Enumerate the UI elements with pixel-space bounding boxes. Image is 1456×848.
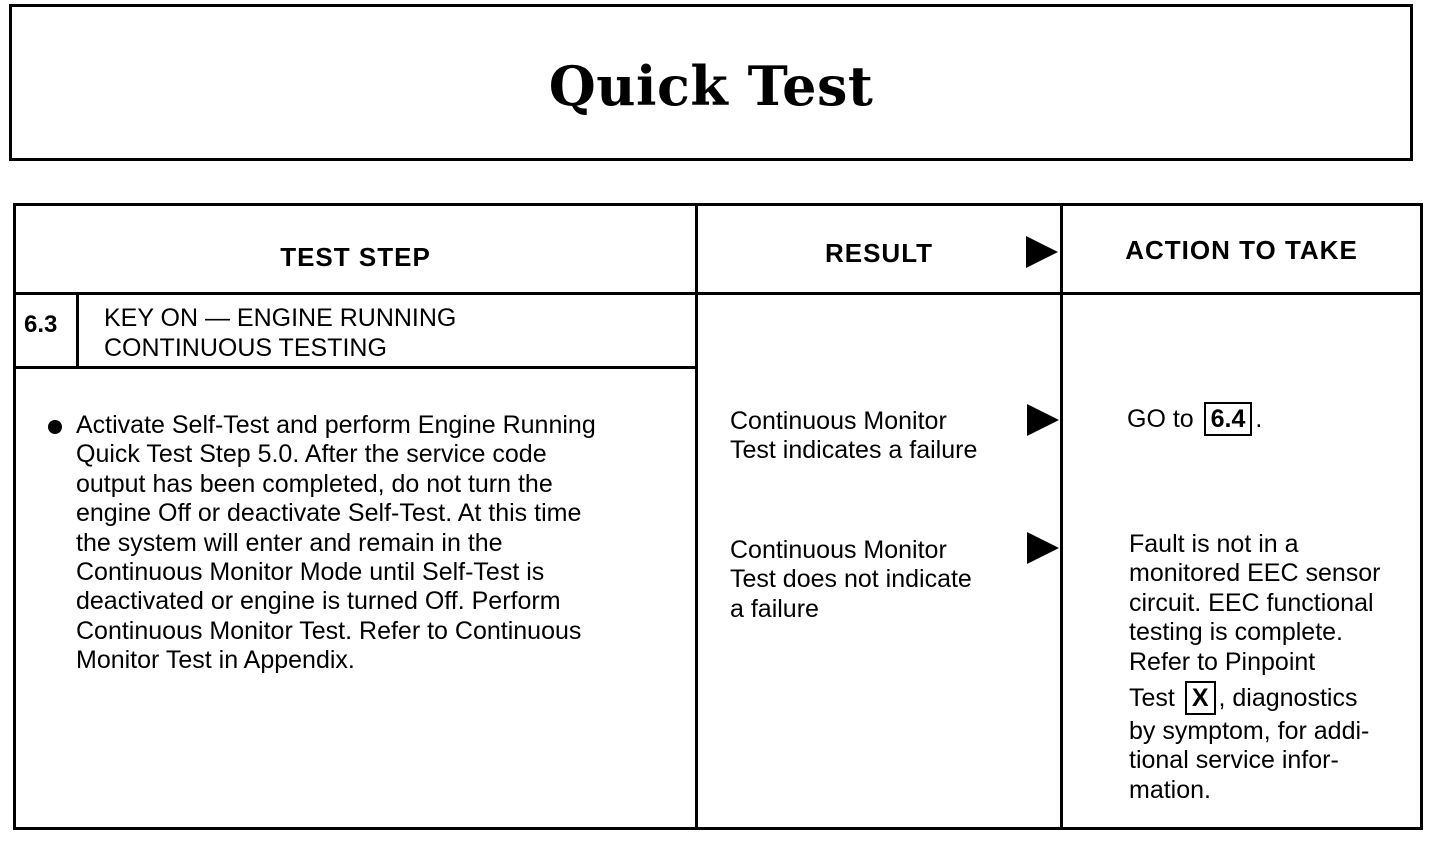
action-line: Refer to Pinpoint <box>1129 647 1316 676</box>
pinpoint-test-line <box>1129 681 1381 715</box>
action-go-to-suffix: . <box>1255 405 1263 433</box>
result-line: a failure <box>730 594 819 623</box>
header-result: RESULT <box>824 238 934 268</box>
result-arrow-icon <box>1027 404 1059 436</box>
action-go-to <box>1127 402 1262 436</box>
instruction-line: Continuous Monitor Test. Refer to Continuous <box>76 616 582 645</box>
step-number-divider <box>76 295 79 369</box>
instruction-line: Monitor Test in Appendix. <box>76 646 355 675</box>
action-fault-note <box>1129 530 1381 805</box>
action-line: monitored EEC sensor <box>1129 559 1381 588</box>
header-test-step: TEST STEP <box>280 242 431 272</box>
step-number: 6.3 <box>24 311 58 338</box>
step-instruction <box>76 411 596 676</box>
step-title-line-1: KEY ON — ENGINE RUNNING <box>104 304 457 332</box>
instruction-line: engine Off or deactivate Self-Test. At this time <box>76 499 582 528</box>
action-go-to-label: GO to <box>1127 405 1194 433</box>
header-arrow-icon <box>1026 236 1058 268</box>
result-line: Continuous Monitor <box>730 536 947 564</box>
quick-test-table <box>13 203 1423 830</box>
instruction-line: Activate Self-Test and perform Engine Running <box>76 411 596 439</box>
column-divider-2 <box>1060 206 1063 827</box>
page-title: Quick Test <box>548 53 874 118</box>
instruction-line: Continuous Monitor Mode until Self-Test is <box>76 558 545 587</box>
result-failure <box>730 407 977 466</box>
pinpoint-test-suffix: , diagnostics <box>1218 684 1358 713</box>
action-line: testing is complete. <box>1129 618 1343 647</box>
step-title-divider <box>16 366 695 369</box>
instruction-line: the system will enter and remain in the <box>76 528 503 557</box>
result-no-failure <box>730 536 972 624</box>
bullet-icon <box>48 420 62 434</box>
result-line: Test does not indicate <box>730 565 972 594</box>
instruction-line: deactivated or engine is turned Off. Perform <box>76 587 561 616</box>
header-action-to-take: ACTION TO TAKE <box>1125 235 1358 265</box>
pinpoint-test-label: Test <box>1129 684 1175 713</box>
column-divider-1 <box>695 206 698 827</box>
header-divider <box>16 292 1420 295</box>
instruction-line: Quick Test Step 5.0. After the service code <box>76 440 547 469</box>
action-line: by symptom, for addi- <box>1129 717 1370 746</box>
step-title <box>104 303 456 363</box>
step-ref-box: 6.4 <box>1204 402 1253 436</box>
action-line: Fault is not in a <box>1129 530 1299 558</box>
result-line: Continuous Monitor <box>730 407 947 435</box>
result-arrow-icon <box>1027 532 1059 564</box>
title-box <box>9 4 1413 161</box>
result-line: Test indicates a failure <box>730 436 978 465</box>
step-title-line-2: CONTINUOUS TESTING <box>104 334 387 362</box>
action-line: tional service infor- <box>1129 746 1339 775</box>
pinpoint-ref-box: X <box>1185 681 1216 715</box>
action-line: mation. <box>1129 775 1211 804</box>
action-line: circuit. EEC functional <box>1129 588 1374 617</box>
instruction-line: output has been completed, do not turn the <box>76 469 553 498</box>
